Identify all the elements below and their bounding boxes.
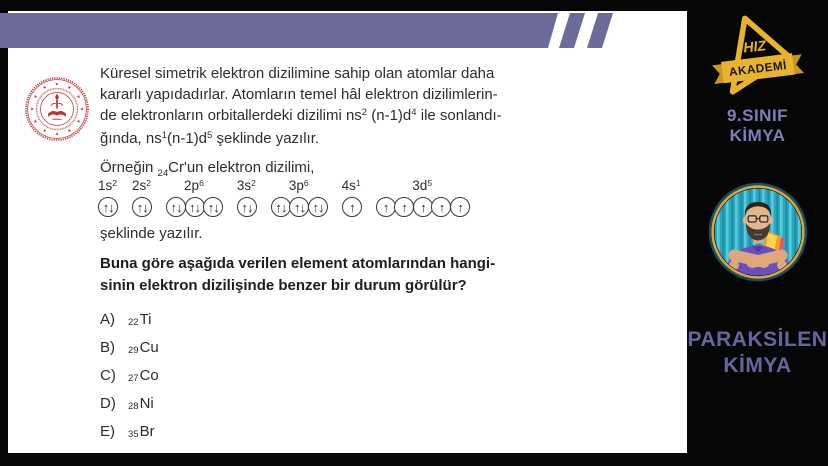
orbital-row — [98, 197, 117, 217]
text-segment: 2 — [251, 178, 256, 188]
orbital-circle-single — [413, 197, 433, 217]
star-icon: ★ — [32, 93, 39, 100]
star-icon: ★ — [32, 118, 39, 125]
option-letter: A) — [100, 311, 115, 328]
text-segment: 2 — [146, 178, 151, 188]
text-segment: 2p — [184, 178, 200, 193]
star-icon: ★ — [54, 81, 60, 87]
text-segment: 2 — [361, 107, 368, 118]
orbital-circle-paired — [185, 197, 205, 217]
orbital-circle-paired — [203, 197, 223, 217]
answer-option-C — [100, 367, 159, 384]
text-segment: Örneğin — [100, 159, 158, 176]
down-arrow-icon: ↓ — [176, 199, 182, 215]
up-arrow-icon: ↑ — [312, 199, 319, 215]
star-icon: ★ — [75, 93, 82, 100]
orbital-label — [98, 179, 117, 194]
answer-option-E — [100, 423, 159, 440]
text-segment: 4 — [411, 107, 417, 118]
text-segment: 3d — [412, 178, 428, 193]
up-arrow-icon: ↑ — [170, 199, 176, 215]
text-segment: (n-1)d — [167, 130, 208, 147]
text-segment: 3s — [236, 178, 252, 193]
course-title — [687, 106, 828, 146]
question-paragraph — [100, 63, 670, 151]
text-segment: 6 — [199, 178, 204, 188]
orbital-row — [271, 197, 327, 217]
option-element-symbol: Cu — [139, 339, 159, 356]
answer-option-A — [100, 311, 159, 328]
text-segment: 1 — [355, 178, 361, 188]
text-line: Buna göre aşağıda verilen element atomlarından hangi- — [100, 255, 496, 272]
answer-options — [100, 311, 159, 451]
meb-ministry-logo-icon — [24, 76, 90, 142]
star-icon: ★ — [29, 106, 35, 112]
option-letter: E) — [100, 423, 115, 440]
text-line — [100, 63, 670, 84]
up-arrow-icon: ↑ — [349, 199, 355, 215]
orbital-circle-single — [394, 197, 414, 217]
text-segment: 1 — [161, 130, 168, 141]
option-element-symbol: Ti — [139, 311, 152, 328]
text-line — [100, 105, 670, 128]
channel-name-line1: PARAKSİLEN — [687, 328, 828, 351]
orbital-circle-paired — [237, 197, 257, 217]
down-arrow-icon: ↓ — [247, 199, 253, 215]
diagram-caption: şeklinde yazılır. — [100, 225, 203, 242]
text-segment: 5 — [207, 130, 213, 141]
orbital-group-2s — [132, 179, 151, 217]
star-icon: ★ — [75, 118, 82, 125]
text-segment: 24 — [157, 167, 169, 179]
accent-slash-icon — [559, 13, 585, 48]
up-arrow-icon: ↑ — [382, 199, 389, 215]
orbital-row — [342, 197, 361, 217]
text-segment: 4s — [341, 178, 356, 193]
text-line: sinin elektron dizilişinde benzer bir durum görülür? — [100, 277, 467, 294]
star-icon: ★ — [66, 84, 73, 91]
orbital-circle-paired — [166, 197, 186, 217]
channel-name — [687, 327, 828, 379]
text-segment: 1s — [98, 178, 113, 193]
star-icon: ★ — [66, 127, 73, 134]
orbital-group-1s — [98, 179, 117, 217]
text-segment: ile sonlandı- — [416, 107, 502, 124]
hiz-akademi-logo-icon — [711, 10, 805, 102]
text-segment: 5 — [427, 178, 433, 188]
option-atomic-number: 22 — [128, 317, 139, 328]
text-segment: 2s — [132, 178, 147, 193]
orbital-label — [342, 179, 361, 194]
option-element-symbol: Co — [139, 367, 159, 384]
option-letter: C) — [100, 367, 116, 384]
star-icon: ★ — [54, 131, 60, 137]
answer-option-B — [100, 339, 159, 356]
orbital-group-3s — [237, 179, 256, 217]
text-segment: Küresel simetrik elektron dizilimine sahip olan atomlar daha — [100, 65, 495, 82]
up-arrow-icon: ↑ — [438, 199, 445, 215]
orbital-circle-single — [450, 197, 470, 217]
down-arrow-icon: ↓ — [142, 199, 148, 215]
orbital-row — [237, 197, 256, 217]
question-card — [8, 11, 687, 453]
logo-word-akademi: AKADEMİ — [728, 58, 788, 79]
down-arrow-icon: ↓ — [194, 199, 201, 215]
orbital-circle-paired — [271, 197, 291, 217]
orbital-label — [412, 179, 432, 194]
text-segment: 2 — [112, 178, 117, 188]
orbital-group-3d — [376, 179, 469, 217]
answer-option-D — [100, 395, 159, 412]
option-element-symbol: Ni — [139, 395, 154, 412]
text-segment: (n-1)d — [367, 107, 412, 124]
text-segment: ğında, ns — [100, 130, 162, 147]
up-arrow-icon: ↑ — [241, 199, 248, 215]
down-arrow-icon: ↓ — [280, 199, 287, 215]
orbital-circle-single — [342, 197, 362, 217]
orbital-group-2p — [166, 179, 222, 217]
star-icon: ★ — [41, 127, 48, 134]
orbital-row — [132, 197, 151, 217]
text-segment: de elektronların orbitallerdeki dizilimi ns — [100, 107, 362, 124]
orbital-label — [289, 179, 309, 194]
text-segment: Cr'un elektron dizilimi, — [168, 159, 315, 176]
orbital-label — [237, 179, 256, 194]
up-arrow-icon: ↑ — [136, 199, 143, 215]
channel-name-line2: KİMYA — [723, 354, 792, 377]
down-arrow-icon: ↓ — [213, 199, 219, 215]
logo-ribbon — [712, 52, 804, 84]
up-arrow-icon: ↑ — [420, 199, 426, 215]
header-accent-bar — [0, 13, 640, 48]
up-arrow-icon: ↑ — [102, 199, 109, 215]
orbital-circle-paired — [98, 197, 118, 217]
orbital-group-3p — [271, 179, 327, 217]
text-line — [100, 128, 670, 151]
orbital-row — [376, 197, 469, 217]
course-grade: 9.SINIF — [726, 106, 789, 125]
up-arrow-icon: ↑ — [457, 199, 463, 215]
accent-slash-icon — [587, 13, 613, 48]
logo-word-hiz: HIZ — [742, 37, 767, 56]
question-stem — [100, 253, 670, 297]
course-subject: KİMYA — [729, 126, 786, 145]
down-arrow-icon: ↓ — [108, 199, 114, 215]
orbital-circle-paired — [289, 197, 309, 217]
example-line — [100, 157, 314, 180]
option-atomic-number: 28 — [128, 401, 139, 412]
option-atomic-number: 29 — [128, 345, 139, 356]
orbital-row — [166, 197, 222, 217]
option-atomic-number: 35 — [128, 429, 139, 440]
orbital-circle-paired — [308, 197, 328, 217]
accent-bar — [0, 13, 558, 48]
up-arrow-icon: ↑ — [207, 199, 214, 215]
text-line — [100, 84, 670, 105]
up-arrow-icon: ↑ — [189, 199, 195, 215]
text-segment: şeklinde yazılır. — [212, 130, 320, 147]
orbital-group-4s — [342, 179, 361, 217]
orbital-circle-single — [376, 197, 396, 217]
option-element-symbol: Br — [139, 423, 155, 440]
orbital-diagram — [98, 179, 484, 217]
option-atomic-number: 27 — [128, 373, 139, 384]
orbital-circle-paired — [132, 197, 152, 217]
text-segment: 3p — [288, 178, 304, 193]
orbital-label — [184, 179, 204, 194]
up-arrow-icon: ↑ — [401, 199, 408, 215]
sidebar — [687, 0, 828, 466]
option-letter: D) — [100, 395, 116, 412]
up-arrow-icon: ↑ — [293, 199, 300, 215]
star-icon: ★ — [79, 106, 85, 112]
up-arrow-icon: ↑ — [275, 199, 281, 215]
text-segment: 6 — [303, 178, 309, 188]
orbital-circle-single — [431, 197, 451, 217]
orbital-label — [132, 179, 151, 194]
down-arrow-icon: ↓ — [318, 199, 324, 215]
down-arrow-icon: ↓ — [299, 199, 305, 215]
text-segment: kararlı yapıdadırlar. Atomların temel hâl elektron dizilimlerin- — [100, 86, 498, 103]
option-letter: B) — [100, 339, 115, 356]
teacher-avatar — [708, 182, 808, 282]
star-icon: ★ — [41, 84, 48, 91]
